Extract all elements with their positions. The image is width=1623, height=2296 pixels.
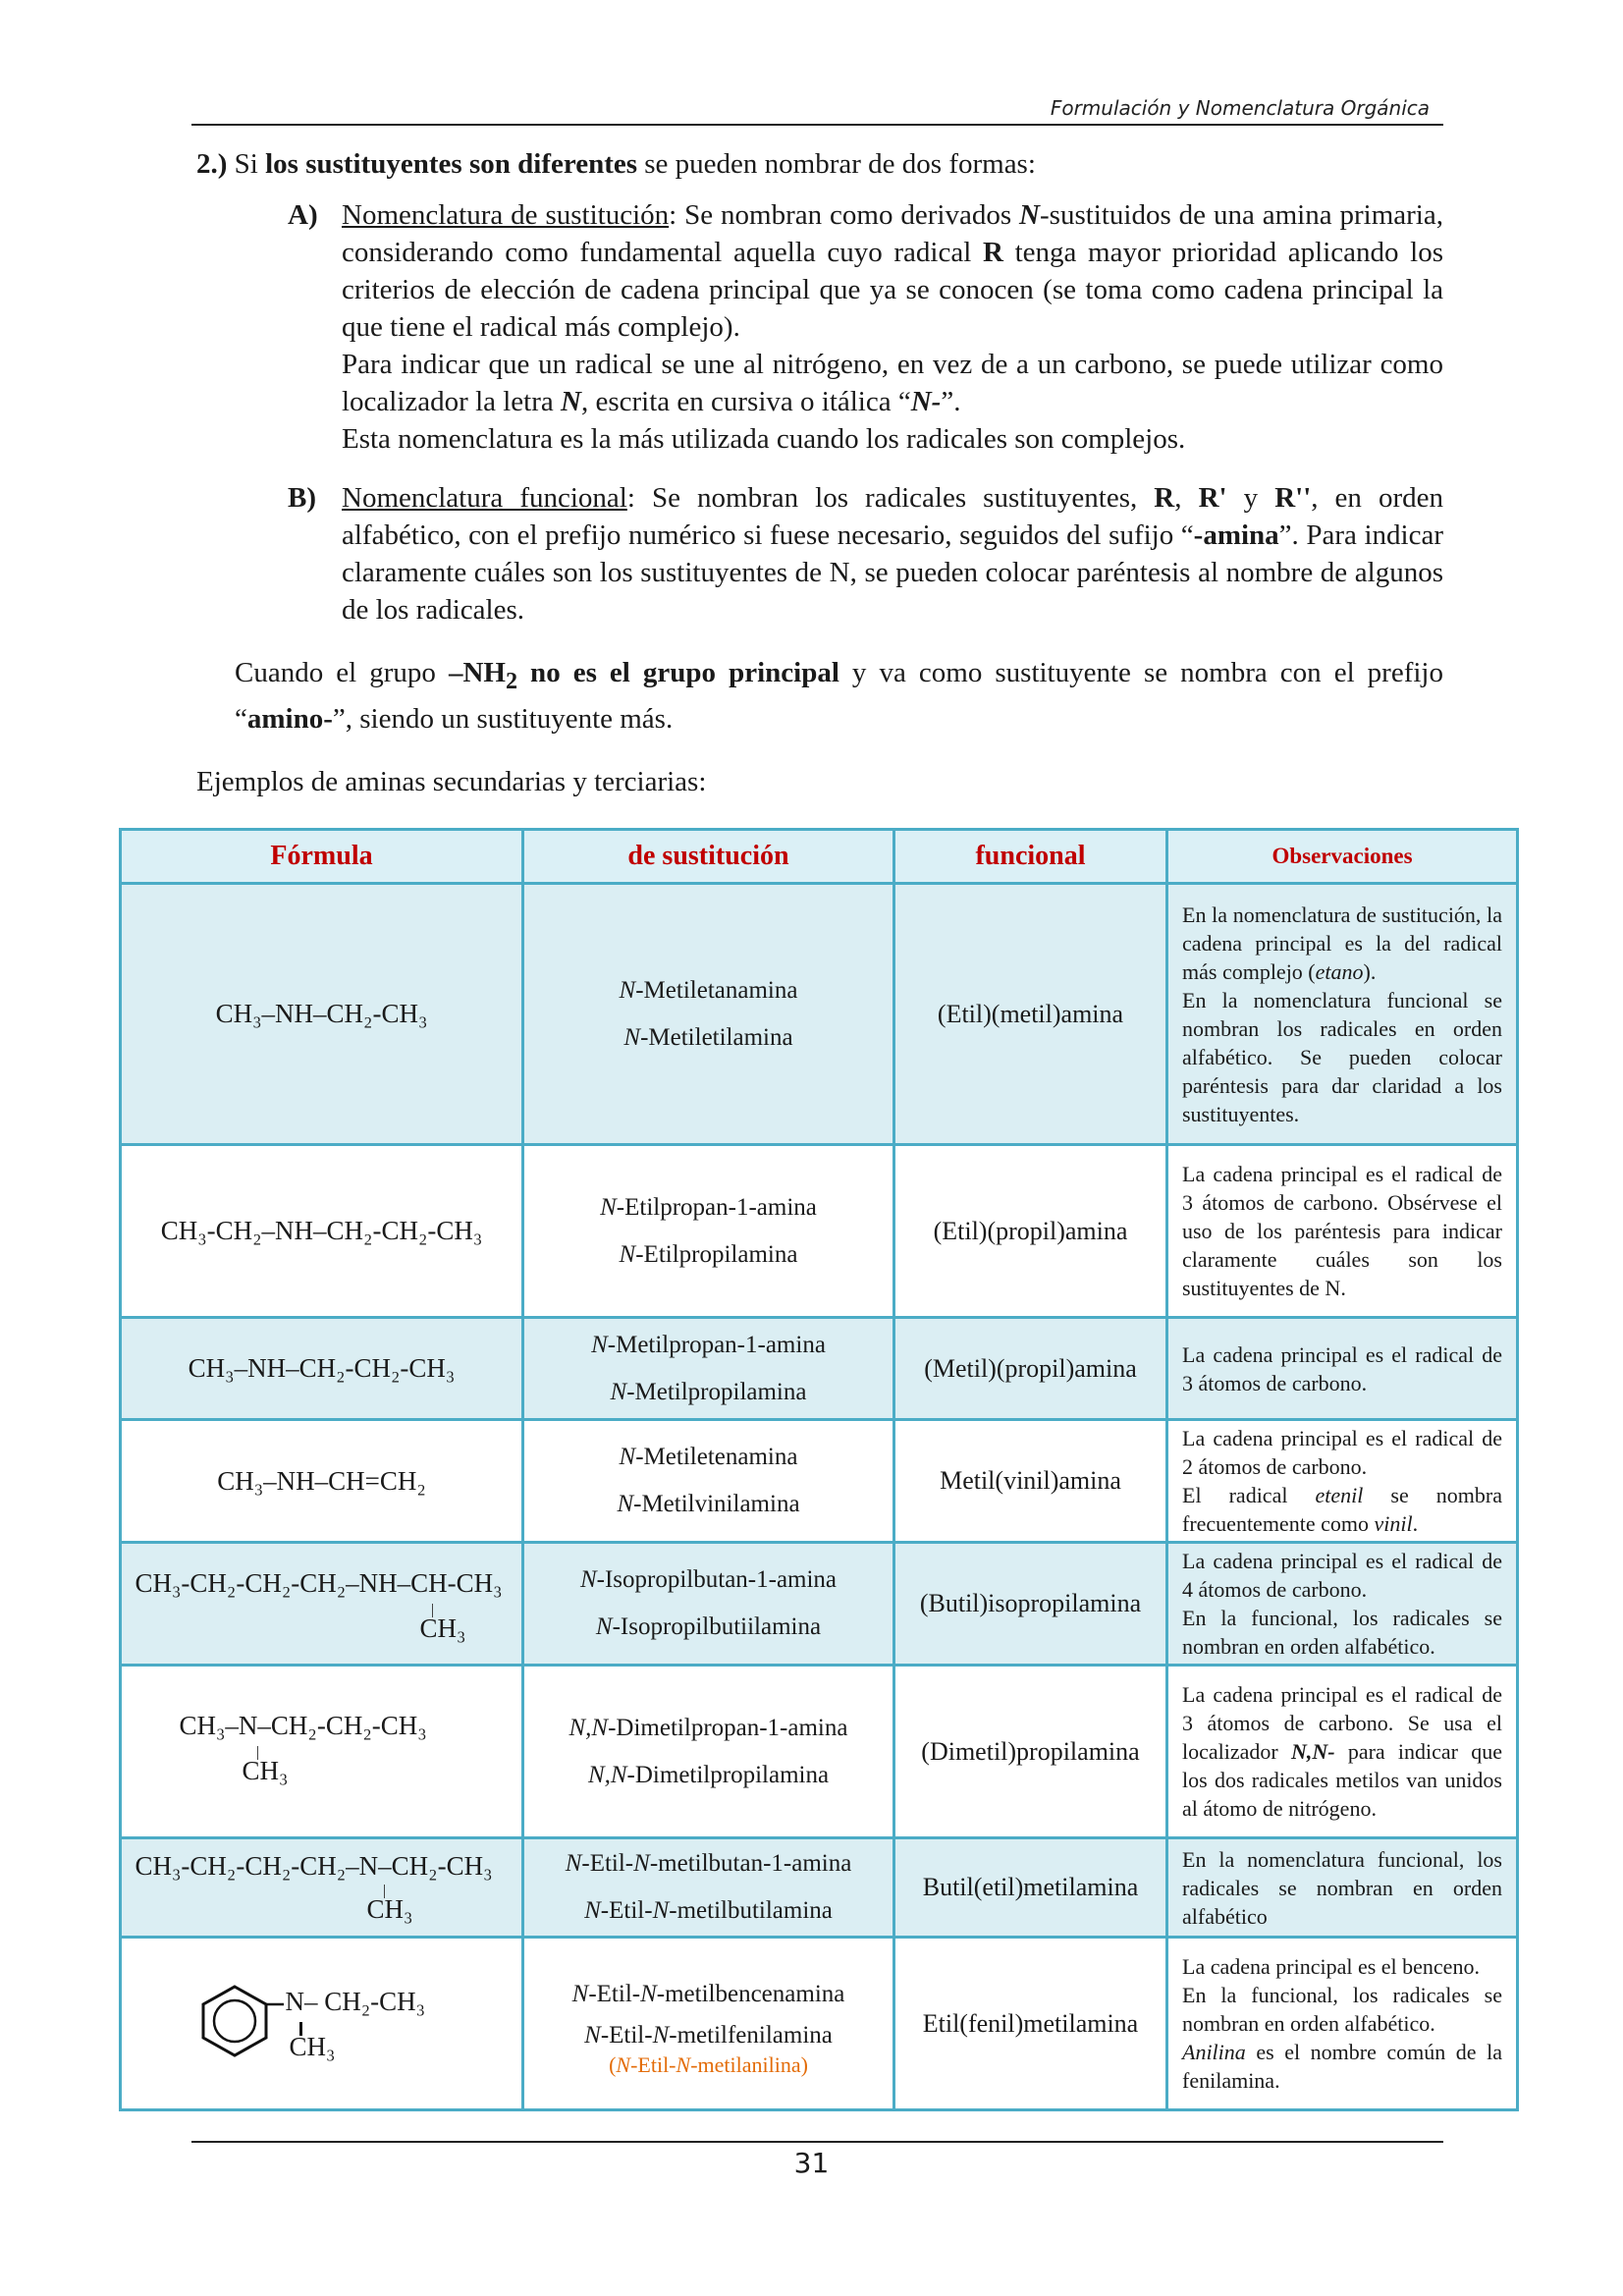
common-name-text: -metilanilina): [690, 2051, 808, 2077]
name-text: -metilbencenamina: [656, 1980, 845, 2007]
obs-italic: etano: [1315, 958, 1364, 984]
n-locant: N: [579, 1566, 597, 1593]
formula-branch: CH₃: [242, 1756, 289, 1785]
name-line: [525, 2018, 892, 2053]
obs-italic: Anilina: [1182, 2040, 1246, 2064]
item-b: [191, 479, 1443, 629]
name-text: -Etil-: [600, 2021, 653, 2049]
branched-formula: [135, 1566, 509, 1643]
formula-text: CH₃-CH₂-CH₂-CH₂–N–CH₂-CH₃: [135, 1850, 493, 1881]
common-name: [525, 2053, 892, 2077]
item-a-paragraph-1: [342, 196, 1443, 346]
formula-text: N– CH₂-CH₃: [285, 1987, 426, 2016]
item-a-text: tenga mayor prioridad aplicando los criterios de elección de cadena principal que ya se conocen (se toma como cadena principal la que tiene el radical más complejo).: [342, 237, 1443, 343]
name-line: [525, 1971, 892, 2018]
name-line: [525, 1481, 892, 1528]
table-row: [121, 1420, 1518, 1543]
n-locant: N: [595, 1613, 613, 1640]
item-b-heading: Nomenclatura funcional: [342, 482, 627, 514]
note-group: –NH: [448, 657, 506, 688]
obs-line: [1182, 902, 1502, 984]
header-observations: Observaciones: [1167, 830, 1518, 884]
n-locant: N: [623, 1023, 641, 1051]
amines-table: [119, 828, 1519, 2111]
item-a-n: N-: [910, 386, 942, 417]
benzene-ring-icon: [199, 1981, 284, 2059]
functional-cell: Butil(etil)metilamina: [894, 1838, 1167, 1938]
item-a-r: R: [982, 237, 1003, 268]
name-text: -Etilpropan-1-amina: [616, 1193, 817, 1221]
obs-text: La cadena principal es el radical de 2 átomos de carbono.: [1182, 1426, 1502, 1479]
obs-italic: vinil: [1374, 1511, 1413, 1536]
n-locant: N: [652, 2021, 670, 2049]
name-text: -Metilpropilamina: [626, 1378, 807, 1405]
obs-text: .: [1412, 1511, 1419, 1536]
name-line: [525, 1434, 892, 1481]
item-a-paragraph-2: [342, 346, 1443, 420]
item-a-heading: Nomenclatura de sustitución: [342, 199, 670, 231]
note-text: Cuando el grupo: [235, 657, 449, 688]
formula-branch: CH₃: [366, 1893, 413, 1924]
item-b-r: R: [1154, 482, 1175, 514]
name-line: [525, 1231, 892, 1279]
n-locant: N: [617, 1491, 634, 1517]
name-line: [525, 1369, 892, 1416]
formula-cell: [121, 1543, 523, 1666]
item-a-letter: A): [288, 199, 318, 231]
obs-text: En la funcional, los radicales se nombran en orden alfabético.: [1182, 1983, 1502, 2036]
note-prefix: amino-: [246, 702, 333, 735]
intro-text: Si: [234, 148, 266, 180]
name-text: -Etil-: [581, 1850, 634, 1877]
functional-cell: Metil(vinil)amina: [894, 1420, 1167, 1543]
formula-cell: [121, 1145, 523, 1318]
formula-text: CH₃–NH–CH₂-CH₃: [215, 999, 428, 1028]
common-name-text: -Etil-: [630, 2051, 676, 2077]
n-locant: N: [610, 1378, 627, 1405]
obs-text: para indicar que los dos radicales metilos van unidos al átomo de nitrógeno.: [1182, 1739, 1502, 1821]
examples-title: Ejemplos de aminas secundarias y terciarias:: [196, 765, 707, 797]
substitution-cell: [523, 1666, 894, 1838]
obs-text: En la nomenclatura funcional se nombran los radicales en orden alfabético. Se pueden colocar paréntesis para dar claridad a los sustituyentes.: [1182, 987, 1502, 1126]
substitution-cell: [523, 1838, 894, 1938]
n-locant: N: [591, 1331, 608, 1358]
header-title: Formulación y Nomenclatura Orgánica: [1050, 96, 1430, 120]
obs-line: [1182, 2038, 1502, 2095]
section-number: 2.): [196, 148, 228, 180]
item-b-text: ,: [1174, 482, 1199, 514]
formula-text: CH₃–N–CH₂-CH₂-CH₃: [179, 1711, 427, 1740]
formula-branch: CH₃: [289, 2032, 336, 2061]
item-b-r: R': [1198, 482, 1227, 514]
substitution-cell: [523, 1543, 894, 1666]
obs-locant: N,N-: [1290, 1739, 1335, 1764]
formula-text: CH₃-CH₂-CH₂-CH₂–NH–CH-CH₃: [135, 1567, 503, 1598]
item-b-r: R'': [1274, 482, 1312, 514]
n-locant: N,N: [568, 1714, 609, 1741]
table-row: [121, 1666, 1518, 1838]
note-bold: no es el grupo principal: [517, 657, 839, 688]
name-text: -Isopropilbutiilamina: [612, 1613, 822, 1640]
item-a-text: Para indicar que un radical se une al nitrógeno, en vez de a un carbono, se puede utilizar como localizador la letra: [342, 349, 1443, 417]
footer-rule: [191, 2141, 1443, 2143]
table-row: [121, 1543, 1518, 1666]
functional-cell: (Butil)isopropilamina: [894, 1543, 1167, 1666]
table-header-row: [121, 830, 1518, 884]
obs-line: [1182, 1481, 1502, 1538]
item-a-paragraph-3: Esta nomenclatura es la más utilizada cuando los radicales son complejos.: [342, 423, 1186, 455]
n-locant: N: [571, 1980, 589, 2007]
obs-text: ).: [1363, 958, 1377, 984]
name-line: [525, 1752, 892, 1799]
n-locant: N: [619, 1444, 636, 1470]
item-a-text: ”.: [941, 386, 961, 417]
observations-cell: [1167, 1666, 1518, 1838]
observations-cell: [1167, 1543, 1518, 1666]
formula-text: CH₃-CH₂–NH–CH₂-CH₂-CH₃: [160, 1216, 483, 1245]
name-text: -Dimetilpropilamina: [626, 1761, 830, 1788]
header-substitution: de sustitución: [523, 830, 894, 884]
observations-cell: [1167, 1318, 1518, 1420]
formula-cell: [121, 1666, 523, 1838]
name-text: -metilbutilamina: [669, 1897, 833, 1924]
substitution-cell: [523, 1938, 894, 2110]
obs-text: La cadena principal es el radical de 3 átomos de carbono. Se usa el localizador: [1182, 1682, 1502, 1764]
formula-cell: [121, 1838, 523, 1938]
table-row: [121, 1145, 1518, 1318]
header-formula: Fórmula: [121, 830, 523, 884]
name-text: -Metiletanamina: [635, 976, 798, 1004]
note-paragraph: [191, 654, 1443, 738]
branched-formula: [180, 1711, 464, 1785]
n-locant: N: [676, 2051, 691, 2077]
name-line: [525, 967, 892, 1014]
table-row: [121, 1938, 1518, 2110]
name-text: -Etil-: [600, 1897, 653, 1924]
name-text: -Metilvinilamina: [633, 1491, 800, 1517]
note-text: ”, siendo un sustituyente más.: [332, 702, 674, 735]
obs-italic: etenil: [1315, 1483, 1364, 1507]
branched-formula: [135, 1850, 509, 1924]
obs-text: En la nomenclatura de sustitución, la cadena principal es la del radical más complejo (: [1182, 902, 1502, 984]
functional-cell: (Dimetil)propilamina: [894, 1666, 1167, 1838]
item-a-n: N: [561, 386, 581, 417]
item-b-text: y: [1226, 482, 1275, 514]
name-text: -Metiletenamina: [635, 1444, 798, 1470]
substitution-cell: [523, 1420, 894, 1543]
obs-line: [1182, 1682, 1502, 1821]
obs-text: La cadena principal es el radical de 3 átomos de carbono.: [1182, 1341, 1502, 1395]
item-b-letter: B): [288, 482, 316, 514]
n-locant: N: [584, 1897, 601, 1924]
functional-cell: (Etil)(metil)amina: [894, 884, 1167, 1145]
name-line: [525, 1014, 892, 1062]
n-locant: N: [640, 1980, 657, 2007]
formula-branch: CH₃: [419, 1613, 466, 1643]
table-row: [121, 884, 1518, 1145]
obs-text: es el nombre común de la fenilamina.: [1182, 2040, 1502, 2093]
table-row: [121, 1318, 1518, 1420]
name-line: [525, 1887, 892, 1935]
formula-text: CH₃–NH–CH=CH₂: [217, 1465, 426, 1496]
item-b-text: : Se nombran los radicales sustituyentes,: [626, 482, 1155, 514]
intro-text-end: se pueden nombrar de dos formas:: [637, 148, 1036, 180]
substitution-cell: [523, 1145, 894, 1318]
n-locant: N: [616, 2051, 631, 2077]
n-locant: N,N: [587, 1761, 627, 1788]
name-line: [525, 1840, 892, 1887]
functional-cell: Etil(fenil)metilamina: [894, 1938, 1167, 2110]
n-locant: N: [565, 1850, 582, 1877]
item-a-text: : Se nombran como derivados: [669, 199, 1020, 231]
item-a-n: N: [1019, 199, 1040, 231]
page-header: [191, 90, 1443, 126]
page-body: [191, 145, 1443, 800]
name-text: -Metiletilamina: [640, 1023, 793, 1051]
item-b-paragraph: [342, 479, 1443, 629]
section-intro: [191, 145, 1443, 183]
formula-cell: [121, 1318, 523, 1420]
item-a-text: -sustituidos de una amina primaria, considerando como fundamental aquella cuyo radical: [342, 199, 1443, 268]
n-locant: N: [633, 1850, 650, 1877]
observations-cell: [1167, 1145, 1518, 1318]
n-locant: N: [652, 1897, 670, 1924]
item-b-suffix: -amina: [1193, 519, 1279, 551]
n-locant: N: [600, 1193, 617, 1221]
item-b-text: ”. Para indicar claramente cuáles son los sustituyentes de N, se pueden colocar paréntesis al nombre de algunos de los radicales.: [342, 519, 1443, 626]
formula-text: CH₃–NH–CH₂-CH₂-CH₃: [188, 1353, 456, 1383]
intro-bold: los sustituyentes son diferentes: [265, 148, 638, 180]
observations-cell: [1167, 1838, 1518, 1938]
name-line: [525, 1322, 892, 1369]
obs-text: En la funcional, los radicales se nombran en orden alfabético.: [1182, 1606, 1502, 1659]
item-b-text: , en orden alfabético, con el prefijo numérico si fuese necesario, seguidos del sufijo “: [342, 482, 1444, 551]
n-locant: N: [584, 2021, 601, 2049]
common-name-text: (: [609, 2051, 617, 2077]
table-row: [121, 1838, 1518, 1938]
observations-cell: [1167, 1420, 1518, 1543]
obs-text: La cadena principal es el radical de 3 átomos de carbono. Obsérvese el uso de los paréntesis para indicar claramente cuáles son los sustituyentes de N.: [1182, 1162, 1502, 1300]
name-text: -Etilpropilamina: [635, 1240, 798, 1268]
note-text: y va como sustituyente se nombra con el prefijo “: [235, 657, 1443, 735]
name-text: -Isopropilbutan-1-amina: [596, 1566, 838, 1593]
item-a: [191, 196, 1443, 458]
name-text: -Metilpropan-1-amina: [607, 1331, 826, 1358]
name-line: [525, 1557, 892, 1604]
formula-cell: [121, 884, 523, 1145]
observations-cell: [1167, 1938, 1518, 2110]
obs-text: se nombra frecuentemente como: [1182, 1483, 1502, 1536]
substitution-cell: [523, 1318, 894, 1420]
obs-text: La cadena principal es el benceno.: [1182, 1954, 1480, 1979]
name-text: -metilbutan-1-amina: [649, 1850, 852, 1877]
obs-text: En la nomenclatura funcional, los radicales se nombran en orden alfabético: [1182, 1846, 1502, 1929]
substitution-cell: [523, 884, 894, 1145]
functional-cell: (Etil)(propil)amina: [894, 1145, 1167, 1318]
name-line: [525, 1604, 892, 1651]
n-locant: N: [619, 1240, 636, 1268]
observations-cell: [1167, 884, 1518, 1145]
name-text: -Etil-: [588, 1980, 641, 2007]
formula-cell: [121, 1420, 523, 1543]
header-functional: funcional: [894, 830, 1167, 884]
obs-text: La cadena principal es el radical de 4 átomos de carbono.: [1182, 1549, 1502, 1602]
aromatic-formula: [199, 1981, 445, 2059]
functional-cell: (Metil)(propil)amina: [894, 1318, 1167, 1420]
name-line: [525, 1184, 892, 1231]
n-locant: N: [619, 976, 636, 1004]
page-number: 31: [793, 2147, 830, 2179]
obs-text: El radical: [1182, 1483, 1316, 1507]
name-text: -metilfenilamina: [669, 2021, 833, 2049]
name-line: [525, 1705, 892, 1752]
note-sub: 2: [505, 667, 518, 694]
name-text: -Dimetilpropan-1-amina: [608, 1714, 848, 1741]
formula-cell: [121, 1938, 523, 2110]
item-a-text: , escrita en cursiva o itálica “: [580, 386, 911, 417]
